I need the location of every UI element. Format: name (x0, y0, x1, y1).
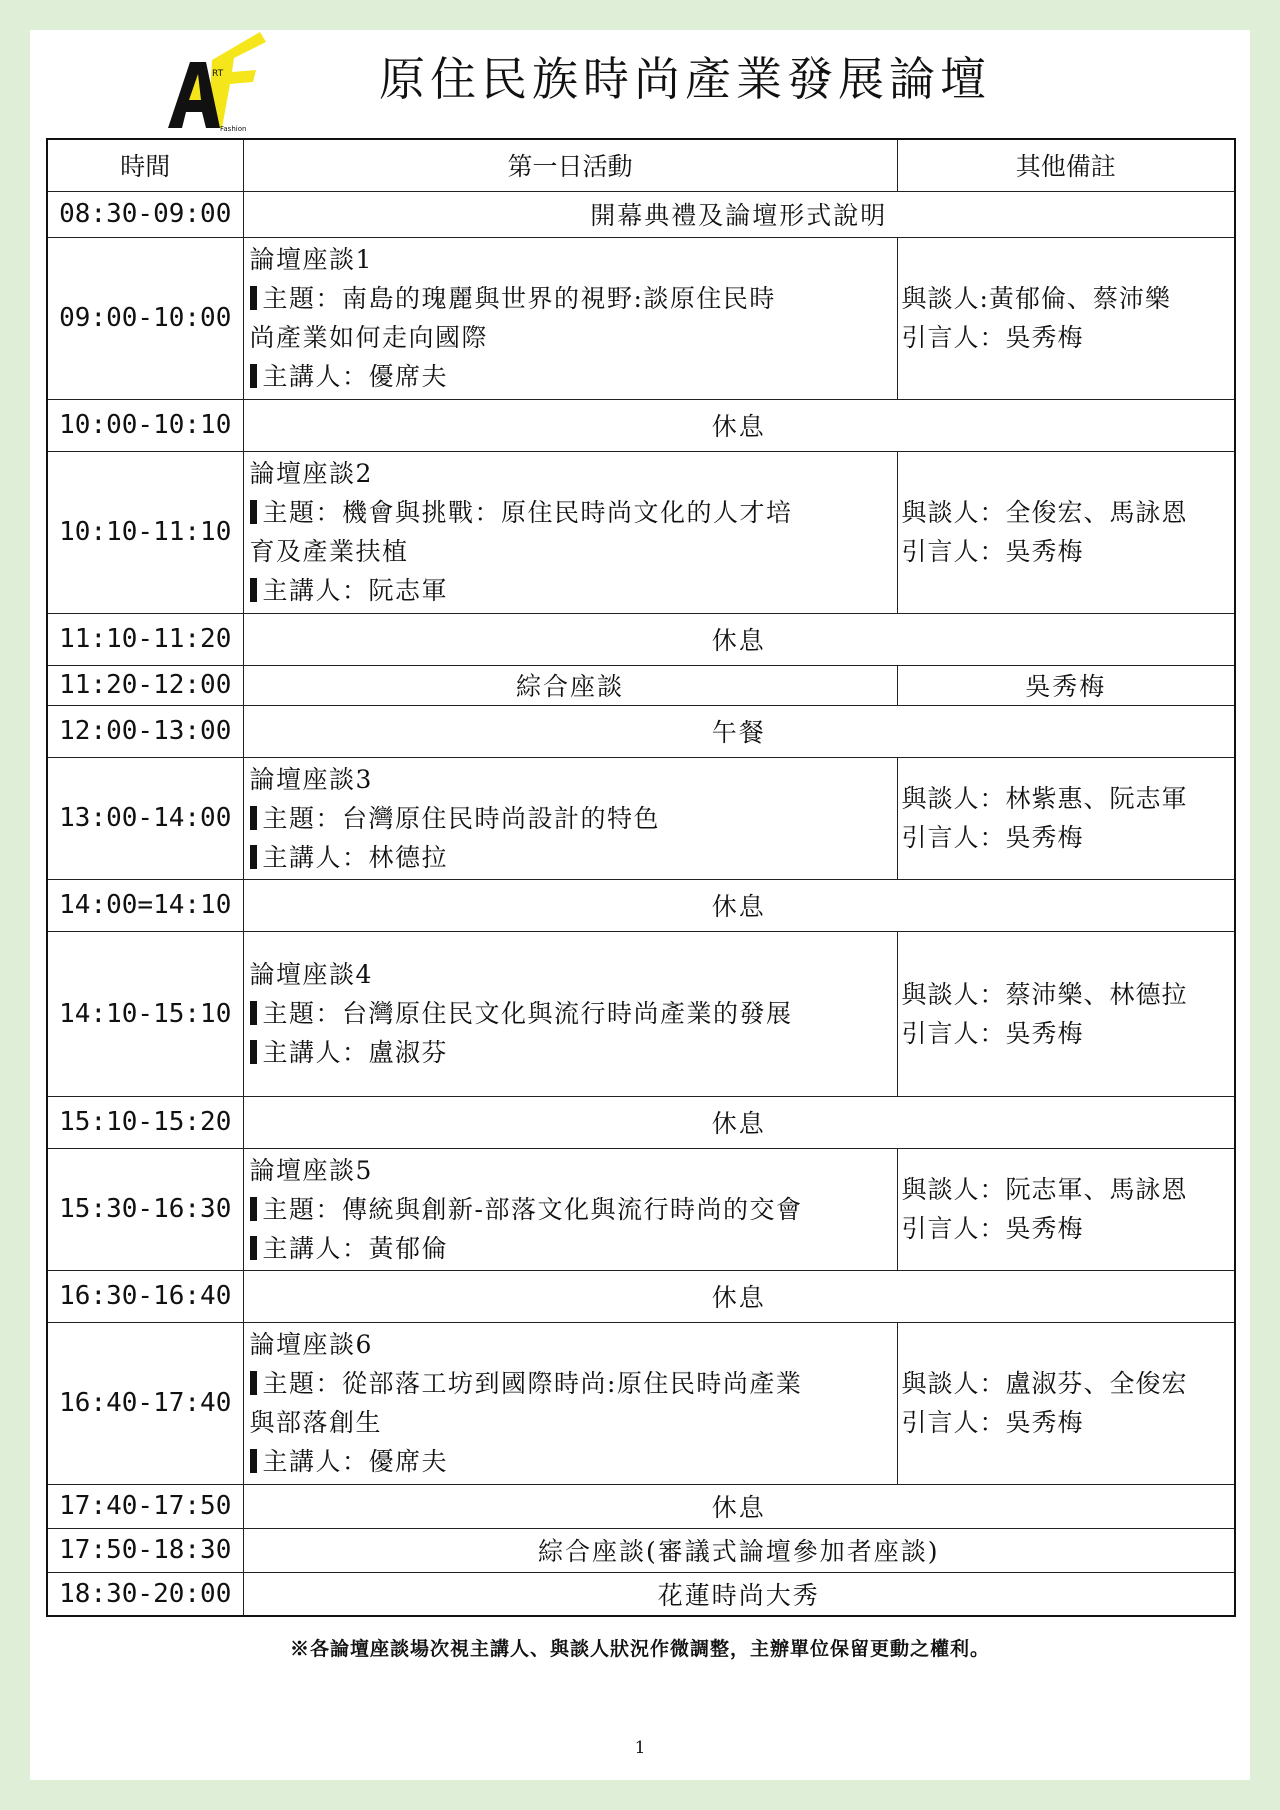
session-topic (250, 994, 893, 1033)
session-speaker (250, 838, 893, 877)
session-topic (250, 1403, 893, 1442)
activity-cell: 休息 (243, 879, 1235, 931)
table-row (47, 1322, 1235, 1484)
bullet-bar-icon (250, 806, 257, 830)
session-label: 論壇座談6 (249, 1330, 373, 1359)
session-topic (250, 532, 893, 571)
session-topic (250, 318, 893, 357)
note-cell (897, 237, 1235, 399)
header-time: 時間 (47, 139, 243, 191)
bullet-bar-icon (250, 845, 257, 869)
table-row (47, 757, 1235, 879)
session-label: 論壇座談5 (249, 1155, 373, 1185)
time-cell: 17:50-18:30 (47, 1528, 243, 1572)
time-cell: 15:30-16:30 (47, 1148, 243, 1270)
session-topic (250, 799, 893, 838)
activity-cell: 休息 (243, 1096, 1235, 1148)
table-row (47, 399, 1235, 451)
bullet-bar-icon (250, 1236, 257, 1260)
note-line: 引言人：吳秀梅 (901, 1214, 1084, 1243)
session-topic (250, 493, 893, 532)
bullet-bar-icon (250, 286, 257, 310)
session-speaker-text: 主講人：黃郁倫 (262, 1233, 449, 1263)
session-label: 論壇座談3 (249, 764, 373, 794)
activity-cell: 花蓮時尚大秀 (243, 1572, 1235, 1616)
document-page (30, 30, 1250, 1780)
time-cell: 11:10-11:20 (47, 613, 243, 665)
session-speaker-text: 主講人：優席夫 (262, 1447, 449, 1476)
activity-cell (243, 1148, 897, 1270)
time-cell: 16:40-17:40 (47, 1322, 243, 1484)
table-row (47, 931, 1235, 1096)
note-line: 與談人：全俊宏、馬詠恩 (901, 498, 1188, 527)
session-speaker (250, 1229, 893, 1268)
activity-cell: 休息 (243, 1270, 1235, 1322)
table-row (47, 1096, 1235, 1148)
session-topic-text: 主題：台灣原住民文化與流行時尚產業的發展 (262, 999, 793, 1028)
table-row (47, 879, 1235, 931)
activity-cell (243, 1322, 897, 1484)
bullet-bar-icon (250, 364, 257, 388)
time-cell: 09:00-10:00 (47, 237, 243, 399)
note-line: 與談人：蔡沛樂、林德拉 (901, 979, 1188, 1009)
note-line: 引言人：吳秀梅 (901, 537, 1084, 566)
note-line: 引言人：吳秀梅 (901, 323, 1084, 352)
activity-cell: 綜合座談 (243, 665, 897, 705)
time-cell: 13:00-14:00 (47, 757, 243, 879)
activity-cell: 開幕典禮及論壇形式說明 (243, 191, 1235, 237)
activity-cell: 午餐 (243, 705, 1235, 757)
table-row (47, 191, 1235, 237)
bullet-bar-icon (250, 500, 257, 524)
table-header-row (47, 139, 1235, 191)
note-line: 與談人：盧淑芬、全俊宏 (901, 1369, 1188, 1398)
header-notes: 其他備註 (897, 139, 1235, 191)
schedule-table (46, 138, 1236, 1617)
note-cell (897, 1322, 1235, 1484)
activity-cell (243, 757, 897, 879)
time-cell: 12:00-13:00 (47, 705, 243, 757)
session-topic (250, 279, 893, 318)
note-line: 引言人：吳秀梅 (901, 1408, 1084, 1437)
session-label: 論壇座談1 (249, 245, 373, 274)
table-row (47, 613, 1235, 665)
session-topic (250, 1364, 893, 1403)
time-cell: 14:10-15:10 (47, 931, 243, 1096)
table-row (47, 237, 1235, 399)
session-speaker (250, 357, 893, 396)
bullet-bar-icon (250, 1040, 257, 1064)
bullet-bar-icon (250, 1197, 257, 1221)
time-cell: 17:40-17:50 (47, 1484, 243, 1528)
schedule-body (47, 191, 1235, 1616)
bullet-bar-icon (250, 578, 257, 602)
table-row (47, 1148, 1235, 1270)
activity-cell (243, 931, 897, 1096)
session-topic-text: 主題：從部落工坊到國際時尚:原住民時尚產業 (262, 1369, 803, 1398)
session-topic-text: 主題：台灣原住民時尚設計的特色 (262, 803, 661, 833)
note-line: 引言人：吳秀梅 (901, 1018, 1084, 1048)
table-row (47, 1484, 1235, 1528)
activity-cell (243, 451, 897, 613)
session-topic-text: 主題：傳統與創新-部落文化與流行時尚的交會 (262, 1194, 803, 1224)
note-cell (897, 451, 1235, 613)
session-topic-text: 育及產業扶植 (249, 537, 409, 566)
session-topic-text: 主題：南島的瑰麗與世界的視野:談原住民時 (262, 284, 776, 313)
session-topic-text: 與部落創生 (249, 1408, 383, 1437)
session-speaker-text: 主講人：優席夫 (262, 362, 449, 391)
session-label: 論壇座談4 (249, 960, 373, 989)
bullet-bar-icon (250, 1449, 257, 1473)
table-row (47, 705, 1235, 757)
bullet-bar-icon (250, 1001, 257, 1025)
table-row (47, 1528, 1235, 1572)
session-speaker-text: 主講人：林德拉 (262, 842, 449, 872)
time-cell: 16:30-16:40 (47, 1270, 243, 1322)
activity-cell: 休息 (243, 399, 1235, 451)
note-cell: 吳秀梅 (897, 665, 1235, 705)
page-number: 1 (634, 1738, 646, 1758)
note-line: 引言人：吳秀梅 (901, 823, 1084, 852)
document-title: 原住民族時尚產業發展論壇 (379, 52, 991, 106)
time-cell: 14:00=14:10 (47, 879, 243, 931)
time-cell: 10:00-10:10 (47, 399, 243, 451)
session-topic-text: 主題：機會與挑戰：原住民時尚文化的人才培 (262, 498, 793, 527)
session-speaker (250, 571, 893, 610)
table-row (47, 1270, 1235, 1322)
note-cell (897, 757, 1235, 879)
activity-cell: 休息 (243, 613, 1235, 665)
time-cell: 10:10-11:10 (47, 451, 243, 613)
time-cell: 08:30-09:00 (47, 191, 243, 237)
activity-cell: 綜合座談(審議式論壇參加者座談) (243, 1528, 1235, 1572)
bullet-bar-icon (250, 1371, 257, 1395)
session-speaker-text: 主講人：盧淑芬 (262, 1038, 449, 1067)
session-topic-text: 尚產業如何走向國際 (249, 323, 489, 352)
session-speaker-text: 主講人：阮志軍 (262, 576, 449, 605)
time-cell: 11:20-12:00 (47, 665, 243, 705)
note-line: 與談人：阮志軍、馬詠恩 (901, 1175, 1188, 1204)
time-cell: 18:30-20:00 (47, 1572, 243, 1616)
note-cell (897, 1148, 1235, 1270)
note-cell (897, 931, 1235, 1096)
footnote: ※各論壇座談場次視主講人、與談人狀況作微調整，主辦單位保留更動之權利。 (289, 1638, 990, 1660)
time-cell: 15:10-15:20 (47, 1096, 243, 1148)
svg-text:Fashion: Fashion (220, 125, 247, 132)
table-row (47, 1572, 1235, 1616)
note-line: 與談人:黃郁倫、蔡沛樂 (901, 284, 1171, 313)
header-activity: 第一日活動 (243, 139, 897, 191)
svg-text:RT: RT (212, 69, 224, 79)
session-label: 論壇座談2 (249, 459, 373, 488)
session-speaker (250, 1442, 893, 1481)
note-line: 與談人：林紫惠、阮志軍 (901, 784, 1188, 813)
session-speaker (250, 1033, 893, 1072)
table-row (47, 451, 1235, 613)
table-row (47, 665, 1235, 705)
activity-cell: 休息 (243, 1484, 1235, 1528)
session-topic (250, 1190, 893, 1229)
activity-cell (243, 237, 897, 399)
